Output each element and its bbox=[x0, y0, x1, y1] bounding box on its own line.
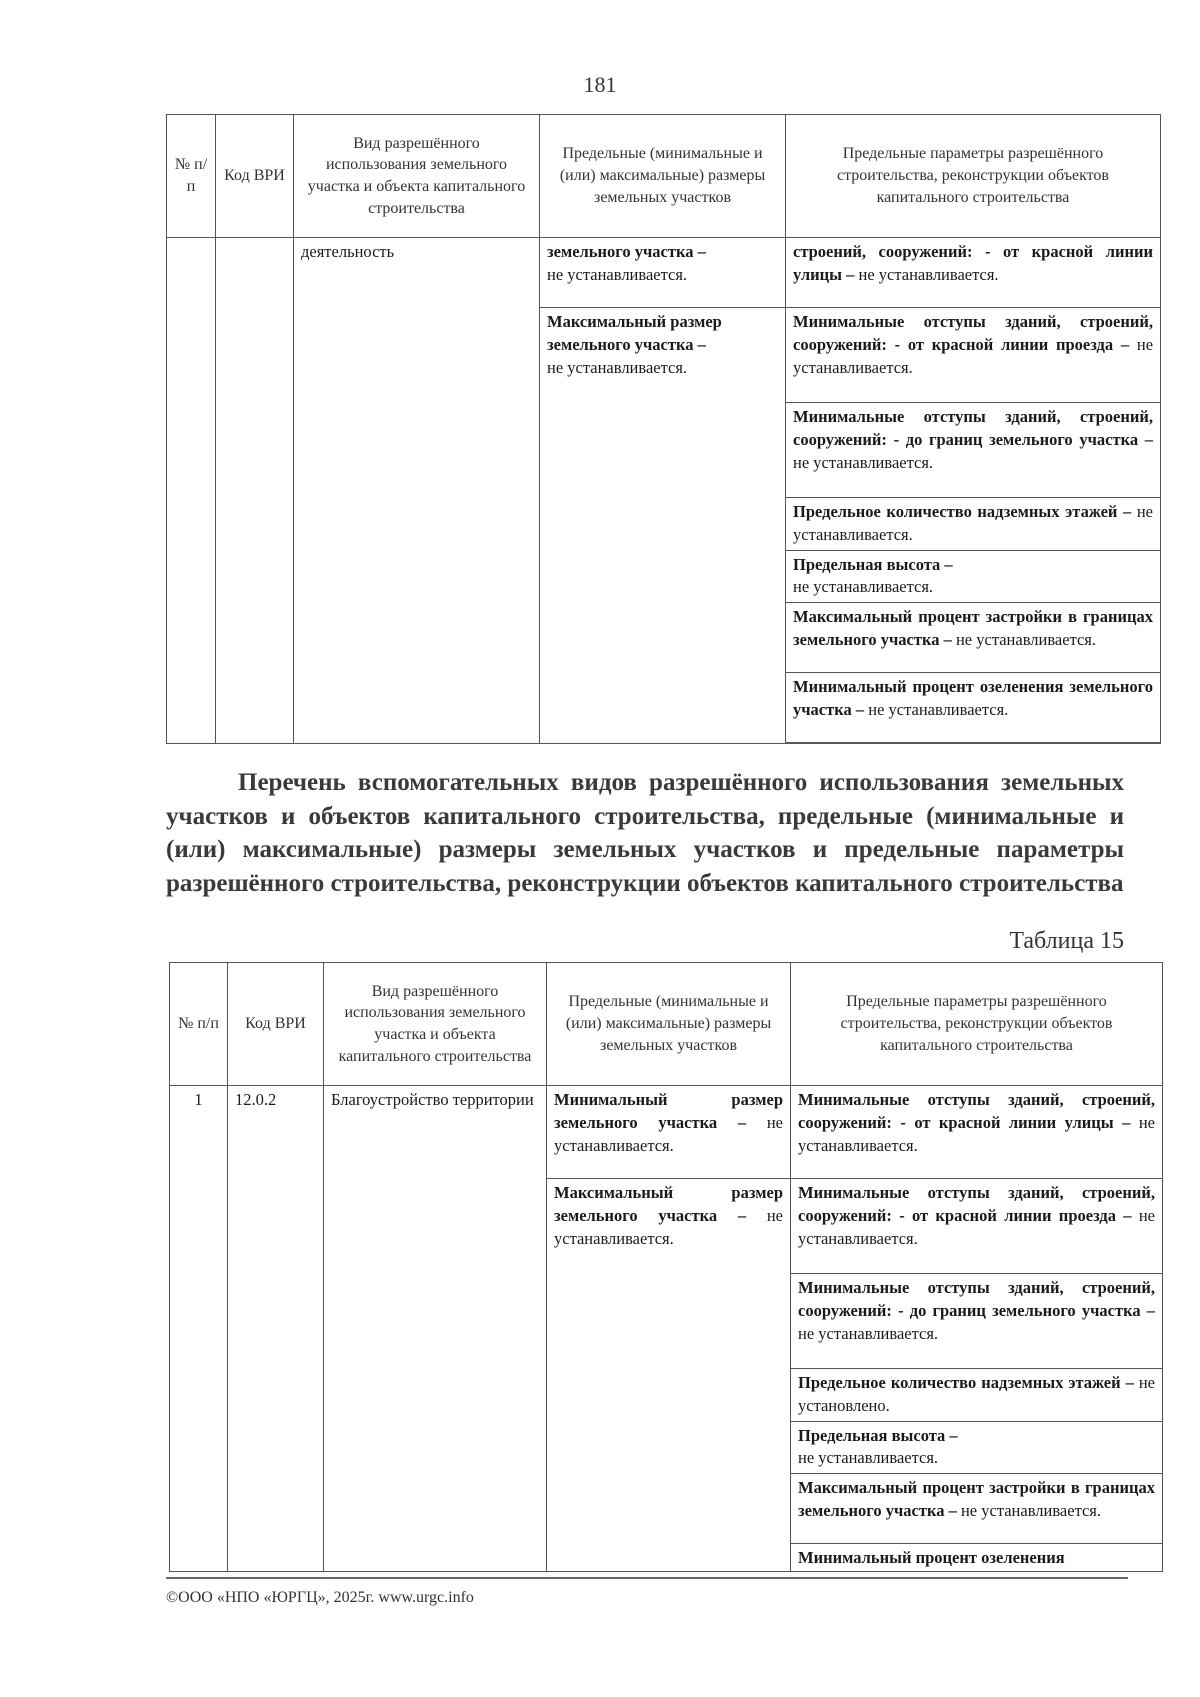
cell-size-max bbox=[540, 308, 786, 744]
size-value: не устанавливается. bbox=[547, 357, 688, 377]
param-value: не устанавливается. bbox=[960, 1500, 1102, 1520]
size-label: Максимальный размер земельного участка – bbox=[554, 1183, 783, 1225]
param-label: строений, сооружений: - от красной линии улицы – bbox=[793, 242, 1153, 284]
cell-param bbox=[791, 1421, 1163, 1474]
cell-param bbox=[791, 1086, 1163, 1179]
header-type: Вид разрешённого использования земельного участка и объекта капитального строительства bbox=[324, 963, 547, 1086]
cell-param bbox=[791, 1369, 1163, 1422]
size-label: Максимальный размер земельного участка – bbox=[547, 312, 722, 354]
cell-num bbox=[167, 238, 216, 744]
param-value: не устанавливается. bbox=[858, 264, 999, 284]
param-value: не установлено. bbox=[798, 1373, 1155, 1415]
table-header-row bbox=[170, 963, 1163, 1086]
cell-type: деятельность bbox=[294, 238, 540, 744]
param-label: Минимальные отступы зданий, строений, сооружений: - от красной линии улицы – bbox=[798, 1090, 1155, 1132]
size-value: не устанавливается. bbox=[547, 264, 688, 284]
param-label: Предельная высота – bbox=[798, 1425, 958, 1445]
table-row bbox=[170, 1086, 1163, 1179]
param-label: Максимальный процент застройки в границах земельного участка – bbox=[793, 607, 1153, 649]
cell-code: 12.0.2 bbox=[228, 1086, 324, 1572]
footer-copyright: ©ООО «НПО «ЮРГЦ», 2025г. www.urgc.info bbox=[166, 1589, 474, 1606]
cell-param bbox=[786, 603, 1161, 673]
param-label: Минимальные отступы зданий, строений, сооружений: - от красной линии проезда – bbox=[798, 1183, 1155, 1225]
cell-size-min bbox=[540, 238, 786, 308]
cell-param bbox=[791, 1274, 1163, 1369]
param-value: не устанавливается. bbox=[793, 577, 934, 597]
table-header-row bbox=[167, 115, 1161, 238]
param-label: Минимальные отступы зданий, строений, сооружений: - до границ земельного участка – bbox=[798, 1278, 1155, 1320]
header-params: Предельные параметры разрешённого строительства, реконструкции объектов капитального строительства bbox=[791, 963, 1163, 1086]
page-number: 181 bbox=[583, 72, 617, 97]
size-value: не устанавливается. bbox=[554, 1112, 783, 1155]
param-value: не устанавливается. bbox=[793, 452, 934, 472]
header-params: Предельные параметры разрешённого строительства, реконструкции объектов капитального строительства bbox=[786, 115, 1161, 238]
param-label: Максимальный процент застройки в границах земельного участка – bbox=[798, 1478, 1155, 1520]
param-value: не устанавливается. bbox=[955, 629, 1097, 649]
param-value: не устанавливается. bbox=[798, 1112, 1155, 1155]
table-15 bbox=[169, 962, 1163, 1572]
cell-param bbox=[791, 1544, 1163, 1572]
cell-num: 1 bbox=[170, 1086, 228, 1572]
param-label: Минимальные отступы зданий, строений, сооружений: - до границ земельного участка – bbox=[793, 407, 1153, 449]
size-label: земельного участка – bbox=[547, 242, 706, 261]
param-label: Предельная высота – bbox=[793, 554, 953, 574]
param-value: не устанавливается. bbox=[868, 699, 1009, 719]
param-label: Предельное количество надземных этажей – bbox=[798, 1373, 1134, 1392]
size-label: Минимальный размер земельного участка – bbox=[554, 1090, 783, 1132]
cell-spacer bbox=[786, 743, 1161, 744]
cell-param bbox=[786, 238, 1161, 308]
param-value: не устанавливается. bbox=[798, 1448, 939, 1468]
cell-param bbox=[786, 550, 1161, 603]
cell-param bbox=[786, 673, 1161, 743]
table-row bbox=[167, 238, 1161, 308]
section-heading: Перечень вспомогательных видов разрешённого использования земельных участков и объектов капитального строительства, предельные (минимальные и (или) максимальные) размеры земельных участков и предельные параметры разрешённого строительства, реконструкции объектов капитального строительства bbox=[166, 769, 1124, 897]
param-value: не устанавливается. bbox=[793, 334, 1154, 377]
param-value: не устанавливается. bbox=[798, 1205, 1155, 1248]
header-num: № п/п bbox=[170, 963, 228, 1086]
param-label: Минимальный процент озеленения земельного участка – bbox=[793, 677, 1153, 719]
cell-param bbox=[791, 1179, 1163, 1274]
cell-param bbox=[786, 308, 1161, 403]
footer-divider bbox=[166, 1577, 1128, 1579]
table-continuation bbox=[166, 114, 1161, 744]
cell-size-min bbox=[547, 1086, 791, 1179]
param-label: Минимальные отступы зданий, строений, сооружений: - от красной линии проезда – bbox=[793, 312, 1153, 354]
header-num: № п/п bbox=[167, 115, 216, 238]
cell-param bbox=[786, 498, 1161, 551]
param-value: не устанавливается. bbox=[798, 1323, 939, 1343]
param-label: Предельное количество надземных этажей – bbox=[793, 502, 1132, 521]
size-value: не устанавливается. bbox=[554, 1205, 783, 1248]
header-sizes: Предельные (минимальные и (или) максимальные) размеры земельных участков bbox=[547, 963, 791, 1086]
cell-param bbox=[791, 1474, 1163, 1544]
cell-param bbox=[786, 403, 1161, 498]
cell-size-max bbox=[547, 1179, 791, 1572]
cell-type: Благоустройство территории bbox=[324, 1086, 547, 1572]
table-caption: Таблица 15 bbox=[1009, 928, 1124, 954]
header-code: Код ВРИ bbox=[216, 115, 294, 238]
header-sizes: Предельные (минимальные и (или) максимальные) размеры земельных участков bbox=[540, 115, 786, 238]
cell-code bbox=[216, 238, 294, 744]
param-value: не устанавливается. bbox=[793, 502, 1153, 544]
header-code: Код ВРИ bbox=[228, 963, 324, 1086]
header-type: Вид разрешённого использования земельного участка и объекта капитального строительства bbox=[294, 115, 540, 238]
param-label: Минимальный процент озеленения bbox=[798, 1548, 1065, 1568]
